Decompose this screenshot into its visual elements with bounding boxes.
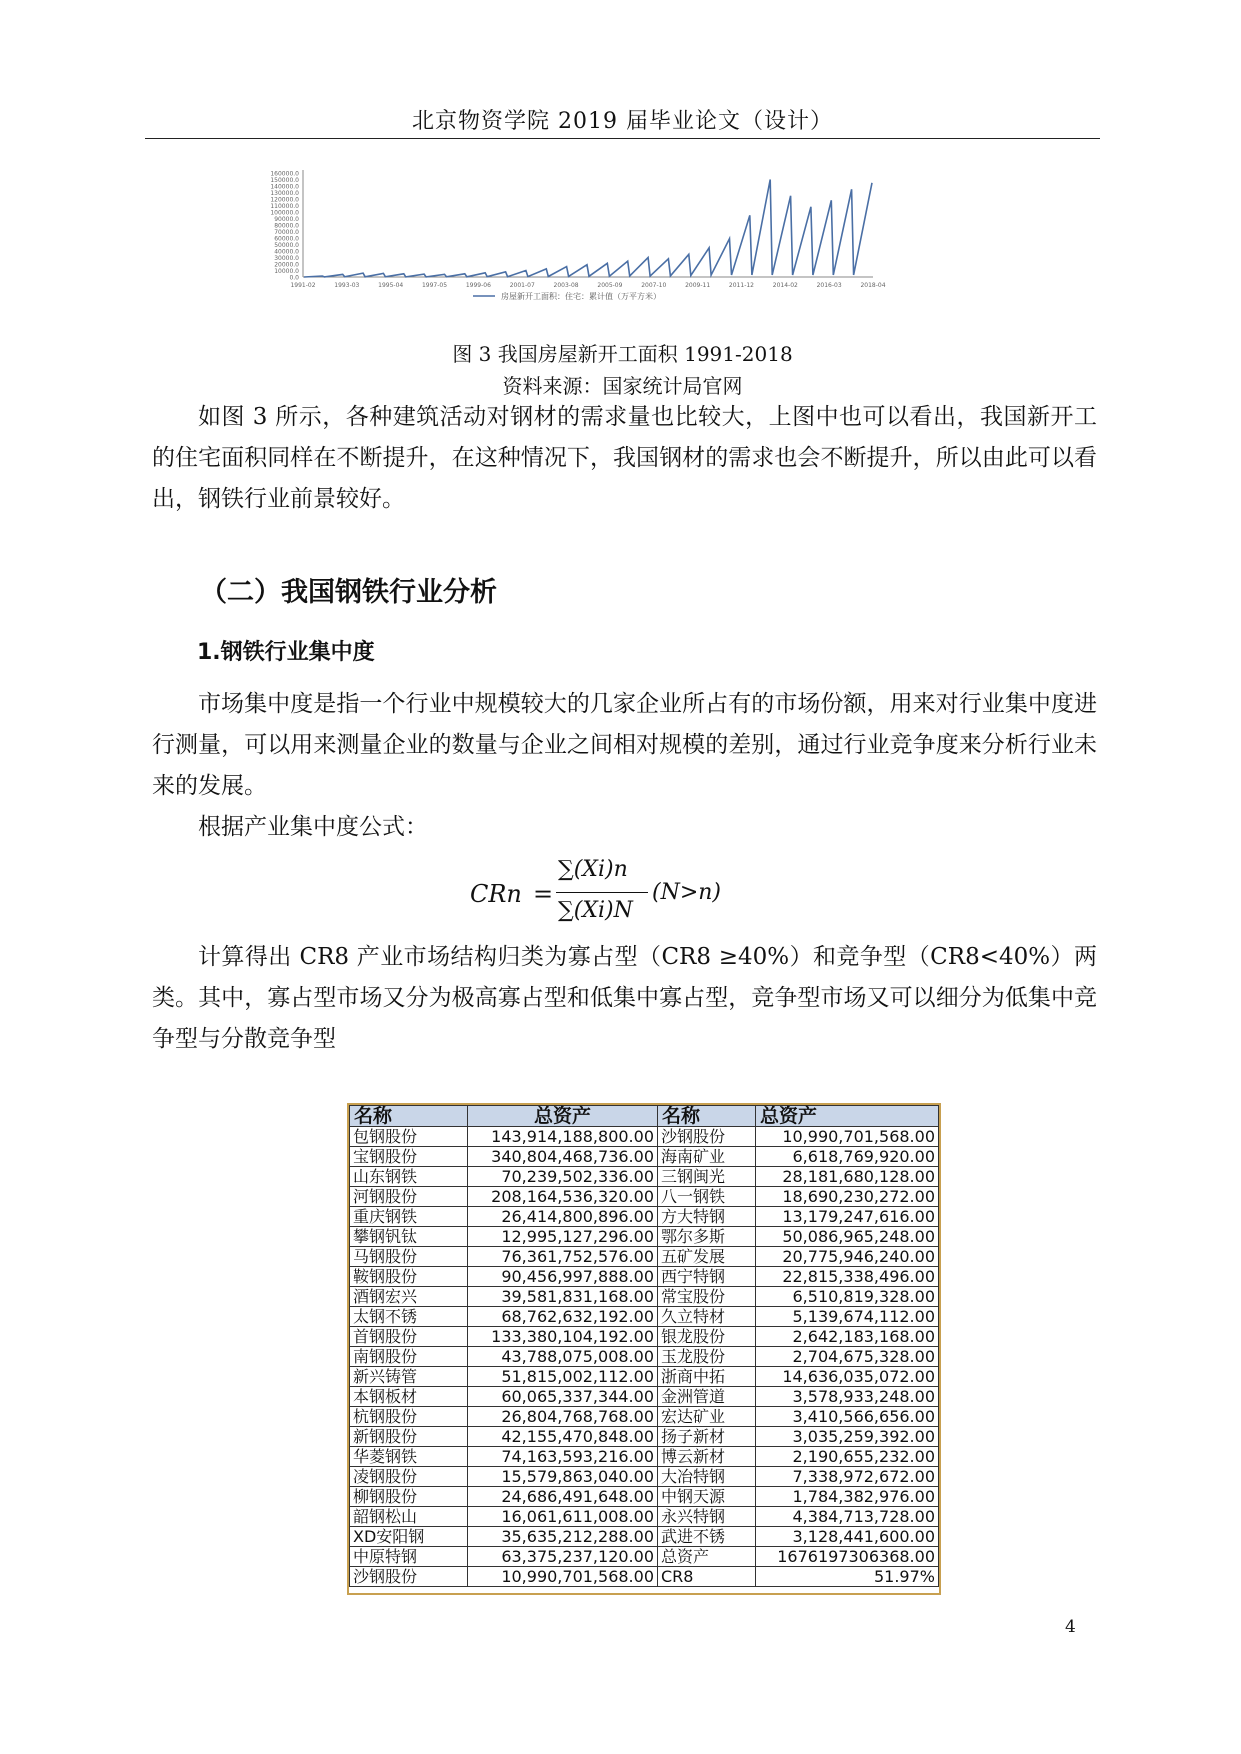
- chart-series-line: [304, 180, 872, 278]
- company-name-cell: 华菱钢铁: [350, 1447, 468, 1467]
- chart-x-tick-label: 2018-04: [860, 282, 886, 289]
- total-assets-cell: 4,384,713,728.00: [756, 1507, 939, 1527]
- chart-y-tick-label: 50000.0: [274, 242, 299, 249]
- chart-x-tick-label: 2001-07: [509, 282, 535, 289]
- chart-x-ticks: [290, 282, 885, 289]
- company-name-cell: 新兴铸管: [350, 1367, 468, 1387]
- total-assets-cell: 26,804,768,768.00: [468, 1407, 658, 1427]
- total-assets-cell: 15,579,863,040.00: [468, 1467, 658, 1487]
- total-assets-cell: 74,163,593,216.00: [468, 1447, 658, 1467]
- total-assets-cell: 2,642,183,168.00: [756, 1327, 939, 1347]
- total-assets-cell: 3,578,933,248.00: [756, 1387, 939, 1407]
- total-assets-cell: 133,380,104,192.00: [468, 1327, 658, 1347]
- table-row: [350, 1127, 939, 1147]
- total-assets-cell: 70,239,502,336.00: [468, 1167, 658, 1187]
- total-assets-cell: 28,181,680,128.00: [756, 1167, 939, 1187]
- table-row: [350, 1307, 939, 1327]
- total-assets-cell: 20,775,946,240.00: [756, 1247, 939, 1267]
- total-assets-cell: 39,581,831,168.00: [468, 1287, 658, 1307]
- page-header-title: 北京物资学院 2019 届毕业论文（设计）: [412, 109, 833, 134]
- table-row: [350, 1367, 939, 1387]
- total-assets-cell: 1,784,382,976.00: [756, 1487, 939, 1507]
- total-assets-cell: 18,690,230,272.00: [756, 1187, 939, 1207]
- company-name-cell: 鞍钢股份: [350, 1267, 468, 1287]
- chart-x-tick-label: 1997-05: [421, 282, 448, 289]
- company-name-cell: 中钢天源: [658, 1487, 756, 1507]
- total-assets-cell: 51,815,002,112.00: [468, 1367, 658, 1387]
- total-assets-cell: 43,788,075,008.00: [468, 1347, 658, 1367]
- table-row: [350, 1147, 939, 1167]
- company-name-cell: 太钢不锈: [350, 1307, 468, 1327]
- chart-y-tick-label: 100000.0: [270, 209, 299, 217]
- total-assets-cell: 208,164,536,320.00: [468, 1187, 658, 1207]
- formula-numerator: ∑(Xi)n: [558, 857, 628, 882]
- chart-legend-label: 房屋新开工面积：住宅：累计值（万平方米）: [501, 292, 661, 301]
- table-row: [350, 1227, 939, 1247]
- company-name-cell: 玉龙股份: [658, 1347, 756, 1367]
- chart-y-tick-label: 110000.0: [270, 203, 299, 210]
- company-name-cell: 沙钢股份: [350, 1567, 468, 1587]
- chart-y-tick-label: 70000.0: [274, 229, 299, 236]
- chart-y-tick-label: 80000.0: [274, 222, 299, 230]
- paragraph-1: 如图 3 所示，各种建筑活动对钢材的需求量也比较大，上图中也可以看出，我国新开工的住宅面积同样在不断提升，在这种情况下，我国钢材的需求也会不断提升，所以由此可以看出，钢铁行业前景较好。: [152, 404, 1097, 512]
- total-assets-cell: 76,361,752,576.00: [468, 1247, 658, 1267]
- total-assets-cell: 51.97%: [756, 1567, 939, 1587]
- chart-y-tick-label: 140000.0: [270, 183, 299, 191]
- paragraph-2: 市场集中度是指一个行业中规模较大的几家企业所占有的市场份额，用来对行业集中度进行测量，可以用来测量企业的数量与企业之间相对规模的差别，通过行业竞争度来分析行业未来的发展。: [152, 691, 1097, 799]
- total-assets-cell: 13,179,247,616.00: [756, 1207, 939, 1227]
- company-name-cell: 三钢闽光: [658, 1167, 756, 1187]
- company-name-cell: 永兴特钢: [658, 1507, 756, 1527]
- figure-source: 资料来源：国家统计局官网: [502, 374, 743, 398]
- company-name-cell: 杭钢股份: [350, 1407, 468, 1427]
- company-name-cell: XD安阳钢: [350, 1527, 468, 1547]
- formula-denominator: ∑(Xi)N: [558, 898, 633, 923]
- chart-x-tick-label: 2011-12: [728, 282, 755, 289]
- table-row: [350, 1527, 939, 1547]
- table-row: [350, 1427, 939, 1447]
- total-assets-cell: 2,190,655,232.00: [756, 1447, 939, 1467]
- table-row: [350, 1267, 939, 1287]
- company-name-cell: 扬子新材: [658, 1427, 756, 1447]
- company-name-cell: 常宝股份: [658, 1287, 756, 1307]
- company-name-cell: 西宁特钢: [658, 1267, 756, 1287]
- company-name-cell: 八一钢铁: [658, 1187, 756, 1207]
- total-assets-cell: 50,086,965,248.00: [756, 1227, 939, 1247]
- chart-y-tick-label: 90000.0: [274, 216, 299, 223]
- chart-x-tick-label: 2014-02: [772, 282, 798, 289]
- table-row: [350, 1247, 939, 1267]
- company-name-cell: 总资产: [658, 1547, 756, 1567]
- table-row: [350, 1287, 939, 1307]
- table-row: [350, 1187, 939, 1207]
- table-row: [350, 1407, 939, 1427]
- total-assets-cell: 6,618,769,920.00: [756, 1147, 939, 1167]
- subsection-heading: 1.钢铁行业集中度: [197, 640, 375, 665]
- company-name-cell: 大冶特钢: [658, 1467, 756, 1487]
- assets-table: [349, 1105, 939, 1587]
- header-name-2: 名称: [658, 1106, 756, 1127]
- chart-y-tick-label: 120000.0: [270, 196, 299, 204]
- total-assets-cell: 3,035,259,392.00: [756, 1427, 939, 1447]
- total-assets-cell: 16,061,611,008.00: [468, 1507, 658, 1527]
- chart-x-tick-label: 2009-11: [685, 282, 711, 289]
- housing-starts-chart: [233, 170, 1010, 332]
- company-name-cell: 博云新材: [658, 1447, 756, 1467]
- total-assets-cell: 10,990,701,568.00: [756, 1127, 939, 1147]
- company-name-cell: 首钢股份: [350, 1327, 468, 1347]
- table-row: [350, 1327, 939, 1347]
- chart-y-tick-label: 150000.0: [270, 177, 299, 184]
- total-assets-cell: 24,686,491,648.00: [468, 1487, 658, 1507]
- concentration-formula: [470, 855, 800, 935]
- header-rule: [145, 138, 1100, 139]
- chart-y-tick-label: 60000.0: [274, 235, 299, 243]
- chart-x-tick-label: 1991-02: [290, 282, 316, 289]
- chart-x-tick-label: 2005-09: [597, 282, 623, 289]
- section-heading: （二）我国钢铁行业分析: [200, 577, 497, 608]
- company-name-cell: 宏达矿业: [658, 1407, 756, 1427]
- chart-x-tick-label: 2003-08: [553, 282, 579, 289]
- table-row: [350, 1167, 939, 1187]
- company-name-cell: 鄂尔多斯: [658, 1227, 756, 1247]
- total-assets-cell: 3,410,566,656.00: [756, 1407, 939, 1427]
- table-row: [350, 1387, 939, 1407]
- total-assets-cell: 2,704,675,328.00: [756, 1347, 939, 1367]
- table-row: [350, 1347, 939, 1367]
- total-assets-cell: 90,456,997,888.00: [468, 1267, 658, 1287]
- company-name-cell: 久立特材: [658, 1307, 756, 1327]
- company-name-cell: 宝钢股份: [350, 1147, 468, 1167]
- chart-x-tick-label: 1993-03: [334, 282, 360, 289]
- chart-x-tick-label: 2007-10: [641, 282, 667, 289]
- total-assets-cell: 68,762,632,192.00: [468, 1307, 658, 1327]
- chart-y-ticks: [270, 171, 299, 282]
- table-row: [350, 1507, 939, 1527]
- company-name-cell: 攀钢钒钛: [350, 1227, 468, 1247]
- chart-y-tick-label: 160000.0: [270, 170, 299, 178]
- company-name-cell: 中原特钢: [350, 1547, 468, 1567]
- formula-equals: =: [533, 880, 554, 908]
- company-name-cell: 新钢股份: [350, 1427, 468, 1447]
- formula-condition: (N>n): [652, 880, 722, 905]
- paragraph-4: 计算得出 CR8 产业市场结构归类为寡占型（CR8 ≥40%）和竞争型（CR8<40%）两类。其中，寡占型市场又分为极高寡占型和低集中寡占型，竞争型市场又可以细分为低集中竞争型与分散竞争型: [152, 944, 1097, 1052]
- steel-assets-table: [347, 1103, 941, 1595]
- chart-x-tick-label: 1995-04: [378, 282, 404, 289]
- total-assets-cell: 22,815,338,496.00: [756, 1267, 939, 1287]
- chart-y-tick-label: 130000.0: [270, 190, 299, 197]
- company-name-cell: 沙钢股份: [658, 1127, 756, 1147]
- company-name-cell: 包钢股份: [350, 1127, 468, 1147]
- chart-y-tick-label: 20000.0: [274, 261, 299, 269]
- company-name-cell: 海南矿业: [658, 1147, 756, 1167]
- chart-svg: [233, 170, 1010, 332]
- table-row: [350, 1567, 939, 1587]
- paragraph-3: 根据产业集中度公式：: [198, 814, 428, 840]
- company-name-cell: 柳钢股份: [350, 1487, 468, 1507]
- formula-lhs: CRn: [470, 880, 522, 908]
- total-assets-cell: 60,065,337,344.00: [468, 1387, 658, 1407]
- company-name-cell: 浙商中拓: [658, 1367, 756, 1387]
- company-name-cell: 银龙股份: [658, 1327, 756, 1347]
- total-assets-cell: 1676197306368.00: [756, 1547, 939, 1567]
- table-row: [350, 1487, 939, 1507]
- total-assets-cell: 42,155,470,848.00: [468, 1427, 658, 1447]
- page-number: 4: [1065, 1617, 1076, 1637]
- chart-y-tick-label: 40000.0: [274, 248, 299, 256]
- total-assets-cell: 7,338,972,672.00: [756, 1467, 939, 1487]
- company-name-cell: 韶钢松山: [350, 1507, 468, 1527]
- table-header-row: [350, 1106, 939, 1127]
- figure-caption: 图 3 我国房屋新开工面积 1991-2018: [452, 342, 793, 366]
- total-assets-cell: 5,139,674,112.00: [756, 1307, 939, 1327]
- header-assets-1: 总资产: [468, 1106, 658, 1127]
- company-name-cell: CR8: [658, 1567, 756, 1587]
- chart-x-tick-label: 1999-06: [465, 282, 491, 289]
- total-assets-cell: 35,635,212,288.00: [468, 1527, 658, 1547]
- total-assets-cell: 63,375,237,120.00: [468, 1547, 658, 1567]
- company-name-cell: 金洲管道: [658, 1387, 756, 1407]
- company-name-cell: 重庆钢铁: [350, 1207, 468, 1227]
- header-name-1: 名称: [350, 1106, 468, 1127]
- company-name-cell: 南钢股份: [350, 1347, 468, 1367]
- table-row: [350, 1447, 939, 1467]
- company-name-cell: 河钢股份: [350, 1187, 468, 1207]
- company-name-cell: 凌钢股份: [350, 1467, 468, 1487]
- total-assets-cell: 14,636,035,072.00: [756, 1367, 939, 1387]
- company-name-cell: 方大特钢: [658, 1207, 756, 1227]
- table-row: [350, 1467, 939, 1487]
- chart-y-tick-label: 10000.0: [274, 268, 299, 275]
- company-name-cell: 武进不锈: [658, 1527, 756, 1547]
- chart-x-tick-label: 2016-03: [816, 282, 842, 289]
- company-name-cell: 酒钢宏兴: [350, 1287, 468, 1307]
- company-name-cell: 山东钢铁: [350, 1167, 468, 1187]
- total-assets-cell: 26,414,800,896.00: [468, 1207, 658, 1227]
- header-assets-2: 总资产: [756, 1106, 939, 1127]
- formula-fraction-bar: [556, 892, 648, 893]
- total-assets-cell: 12,995,127,296.00: [468, 1227, 658, 1247]
- total-assets-cell: 143,914,188,800.00: [468, 1127, 658, 1147]
- total-assets-cell: 3,128,441,600.00: [756, 1527, 939, 1547]
- chart-y-tick-label: 0.0: [289, 274, 299, 282]
- company-name-cell: 五矿发展: [658, 1247, 756, 1267]
- company-name-cell: 本钢板材: [350, 1387, 468, 1407]
- total-assets-cell: 340,804,468,736.00: [468, 1147, 658, 1167]
- company-name-cell: 马钢股份: [350, 1247, 468, 1267]
- table-row: [350, 1547, 939, 1567]
- chart-y-tick-label: 30000.0: [274, 255, 299, 262]
- total-assets-cell: 6,510,819,328.00: [756, 1287, 939, 1307]
- table-row: [350, 1207, 939, 1227]
- total-assets-cell: 10,990,701,568.00: [468, 1567, 658, 1587]
